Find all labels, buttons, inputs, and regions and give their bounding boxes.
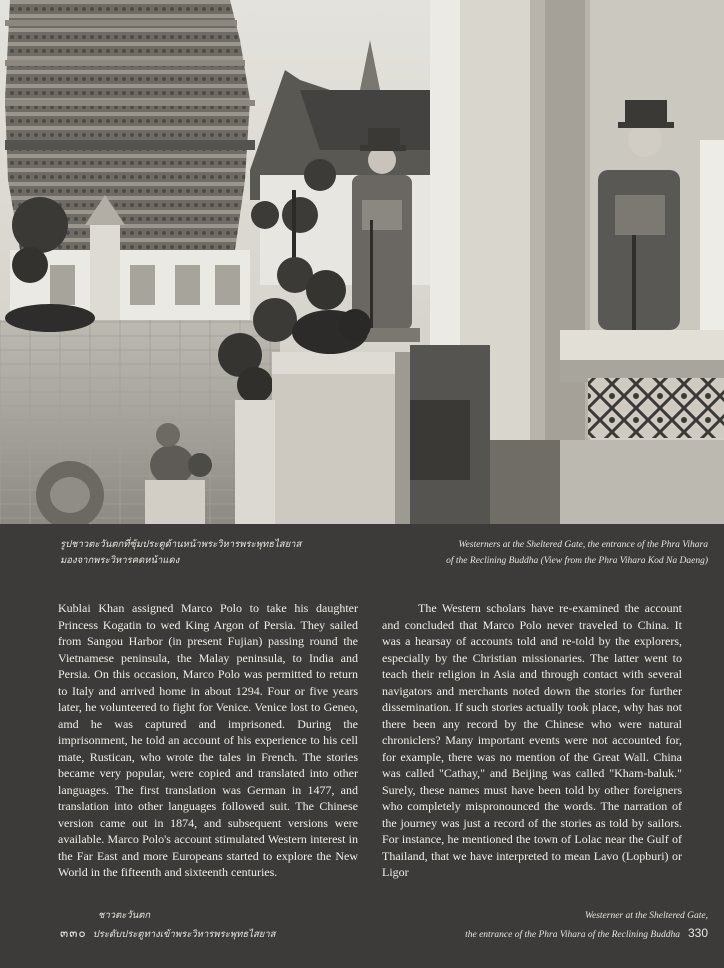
body-column-left [58, 600, 358, 881]
body-paragraph-left: Kublai Khan assigned Marco Polo to take his daughter Princess Kogatin to wed King Argon of Persia. They sailed from Sangou Harbor (in present Fujian) passing round the Vietnamese peninsula, the Malay peninsula, to India and Persia. On this occasion, Marco Polo was permitted to return to Italy and arrived home in about 1294. Four or five years later, he volunteered to fight for Venice. Venice lost to Geneo, amd he was captured and imprisoned. During the imprisonment, he told an account of his experience to his cell mate, Rustican, who wrote the tales in French. The stories became very popular, were copied and translated into other languages. The first translation was German in 1477, and translation into other languages followed suit. The Chinese version came out in 1874, and subsequent versions were available. Marco Polo's account stimulated Western interest in the Far East and more Europeans started to explore the New World in the fifteenth and sixteenth centuries. [58, 601, 358, 879]
english-caption [378, 537, 708, 569]
thai-footer-title: ชาวตะวันตก [98, 911, 151, 921]
thai-page-number: ๓๓๐ [60, 926, 87, 940]
thai-caption [60, 537, 360, 569]
english-footer-subtitle: the entrance of the Phra Vihara of the Reclining Buddha [465, 930, 680, 940]
thai-caption-line-2: มองจากพระวิหารคดหน้าแดง [60, 556, 180, 566]
thai-caption-line-1: รูปชาวตะวันตกที่ซุ้มประตูด้านหน้าพระวิหารพระพุทธไสยาส [60, 540, 302, 550]
english-footer [465, 908, 708, 944]
thai-footer [60, 908, 275, 944]
english-caption-line-2: of the Reclining Buddha (View from the Phra Vihara Kod Na Daeng) [446, 556, 708, 566]
english-footer-title: Westerner at the Sheltered Gate, [584, 911, 708, 921]
body-column-right [382, 600, 682, 881]
english-page-number: 330 [687, 926, 708, 940]
thai-footer-subtitle: ประดับประตูทางเข้าพระวิหารพระพุทธไสยาส [92, 930, 276, 940]
english-caption-line-1: Westerners at the Sheltered Gate, the entrance of the Phra Vihara [458, 540, 708, 550]
body-paragraph-right: The Western scholars have re-examined the account and concluded that Marco Polo never traveled to China. It was a hearsay of accounts told and re-told by the explorers, especially by the Christian missionaries. The latter went to teach their religion in Asia and through contact with several navigators and merchants noted down the stories for further dissemination. If such stories actually took place, why has not there been any record by the Chinese who were natural chroniclers? Many important events were not accounted for, for example, there was no mention of the Great Wall. China was called "Cathay," and Beijing was called "Kham-baluk." Surely, these names must have been told by other foreigners who completely mispronounced the words. The narration of the journey was just a record of the stories as told by sailors. For instance, he mentioned the town of Lolac near the Gulf of Thailand, that we have interpreted to mean Lavo (Lopburi) or Ligor [382, 601, 682, 879]
